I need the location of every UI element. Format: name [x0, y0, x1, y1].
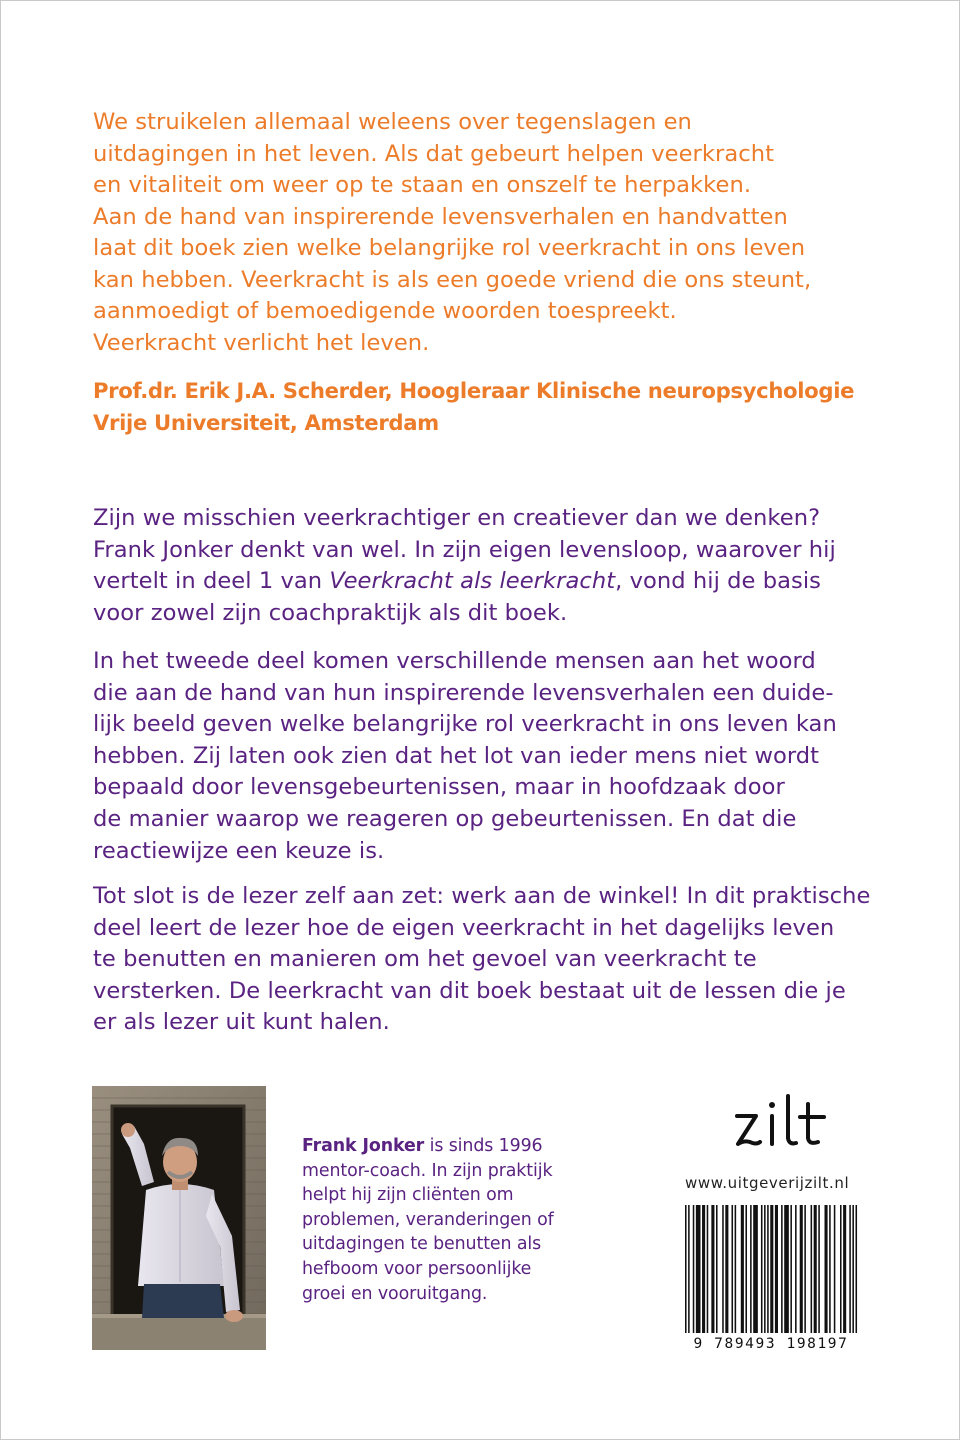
book-title-italic: Veerkracht als leerkracht	[329, 568, 616, 595]
barcode-bar	[750, 1205, 752, 1333]
quote-line: We struikelen allemaal weleens over tegenslagen en	[93, 109, 692, 135]
quote-line: uitdagingen in het leven. Als dat gebeurt helpen veerkracht	[93, 140, 775, 167]
quote-line: Veerkracht verlicht het leven.	[93, 329, 430, 356]
quote-line: aanmoedigt of bemoedigende woorden toespreekt.	[93, 298, 677, 324]
barcode-bar	[790, 1205, 792, 1333]
isbn-barcode	[677, 1205, 865, 1357]
barcode-bar	[767, 1205, 769, 1333]
barcode-bar	[852, 1205, 854, 1333]
barcode-bar	[711, 1205, 714, 1333]
quote-line: Aan de hand van inspirerende levensverhalen en handvatten	[93, 203, 788, 230]
barcode-bar	[843, 1205, 846, 1333]
publisher-logo	[734, 1092, 830, 1150]
barcode-bar	[849, 1205, 851, 1333]
description-line: voor zowel zijn coachpraktijk als dit boek.	[93, 599, 568, 626]
description-text: vertelt in deel 1 van	[93, 568, 330, 595]
barcode-bar	[825, 1205, 828, 1333]
barcode-bar	[811, 1205, 813, 1333]
barcode-bar	[685, 1205, 687, 1333]
author-portrait-illustration	[92, 1086, 266, 1350]
bio-line	[302, 1134, 622, 1159]
description-line: Zijn we misschien veerkrachtiger en creatiever dan we denken?	[93, 505, 821, 531]
barcode-bar	[753, 1205, 758, 1333]
author-photo	[92, 1086, 266, 1350]
endorsement-quote	[93, 107, 893, 359]
quote-line: en vitaliteit om weer op te staan en onszelf te herpakken.	[93, 172, 752, 198]
endorser-name-title: Prof.dr. Erik J.A. Scherder, Hoogleraar Klinische neuropsychologie	[93, 378, 855, 403]
barcode-bar	[702, 1205, 705, 1333]
description-line: te benutten en manieren om het gevoel van veerkracht te	[93, 946, 757, 973]
barcode-bar	[814, 1205, 817, 1333]
barcode-bar	[856, 1205, 858, 1333]
barcode-bar	[688, 1205, 690, 1333]
barcode-bar	[722, 1205, 724, 1333]
barcode-bar	[784, 1205, 789, 1333]
description-paragraph-2	[93, 646, 913, 867]
description-line: In het tweede deel komen verschillende mensen aan het woord	[93, 648, 816, 674]
description-line: deel leert de lezer hoe de eigen veerkracht in het dagelijks leven	[93, 914, 835, 941]
barcode-bar	[745, 1205, 747, 1333]
endorser-affiliation: Vrije Universiteit, Amsterdam	[93, 409, 439, 435]
description-line: bepaald door levensgebeurtenissen, maar in hoofdzaak door	[93, 774, 785, 801]
description-line: lijk beeld geven welke belangrijke rol veerkracht in ons leven kan	[93, 711, 837, 738]
barcode-bar	[840, 1205, 842, 1333]
bio-line: uitdagingen te benutten als	[302, 1234, 542, 1255]
description-line: hebben. Zij laten ook zien dat het lot van ieder mens niet wordt	[93, 742, 820, 769]
barcode-bar	[764, 1205, 766, 1333]
barcode-bar	[707, 1205, 709, 1333]
description-line: die aan de hand van hun inspirerende levensverhalen een duide-	[93, 679, 834, 706]
zilt-logo-mark	[734, 1092, 830, 1150]
description-line: de manier waarop we reageren op gebeurtenissen. En dat die	[93, 805, 797, 832]
bio-line: hefboom voor persoonlijke	[302, 1258, 532, 1279]
description-line: reactiewijze een keuze is.	[93, 837, 385, 864]
description-line: Frank Jonker denkt van wel. In zijn eigen levensloop, waarover hij	[93, 536, 836, 563]
barcode-bars	[677, 1205, 865, 1333]
description-line: er als lezer uit kunt halen.	[93, 1009, 390, 1036]
bio-line: helpt hij zijn cliënten om	[302, 1185, 514, 1206]
barcode-bar	[818, 1205, 820, 1333]
description-line: Tot slot is de lezer zelf aan zet: werk aan de winkel! In dit praktische	[93, 883, 871, 909]
barcode-bar	[829, 1205, 831, 1333]
barcode-bar	[781, 1205, 783, 1333]
quote-line: laat dit boek zien welke belangrijke rol veerkracht in ons leven	[93, 235, 806, 261]
description-line: versterken. De leerkracht van dit boek bestaat uit de lessen die je	[93, 977, 846, 1004]
description-line	[93, 566, 913, 598]
barcode-bar	[741, 1205, 744, 1333]
barcode-bar	[795, 1205, 797, 1333]
bio-text: is sinds 1996	[424, 1136, 543, 1156]
description-paragraph-3	[93, 881, 913, 1039]
description-paragraph-1	[93, 503, 913, 629]
barcode-bar	[834, 1205, 836, 1333]
barcode-bar	[761, 1205, 763, 1333]
endorser-attribution	[93, 375, 913, 438]
barcode-bar	[693, 1205, 695, 1333]
description-text: , vond hij de basis	[615, 568, 821, 595]
quote-line: kan hebben. Veerkracht is als een goede vriend die ons steunt,	[93, 266, 812, 293]
bio-line: mentor-coach. In zijn praktijk	[302, 1160, 553, 1181]
barcode-bar	[800, 1205, 803, 1333]
publisher-website: www.uitgeverijzilt.nl	[685, 1174, 850, 1192]
author-name: Frank Jonker	[302, 1136, 425, 1156]
barcode-bar	[716, 1205, 718, 1333]
barcode-bar	[725, 1205, 728, 1333]
author-bio	[302, 1134, 622, 1306]
barcode-bar	[804, 1205, 806, 1333]
isbn-number: 9 789493 198197	[693, 1336, 849, 1352]
bio-line: problemen, veranderingen of	[302, 1209, 554, 1230]
barcode-bar	[735, 1205, 737, 1333]
barcode-bar	[770, 1205, 773, 1333]
barcode-bar	[732, 1205, 734, 1333]
barcode-bar	[696, 1205, 701, 1333]
barcode-bar	[775, 1205, 778, 1333]
bio-line: groei en vooruitgang.	[302, 1283, 488, 1304]
